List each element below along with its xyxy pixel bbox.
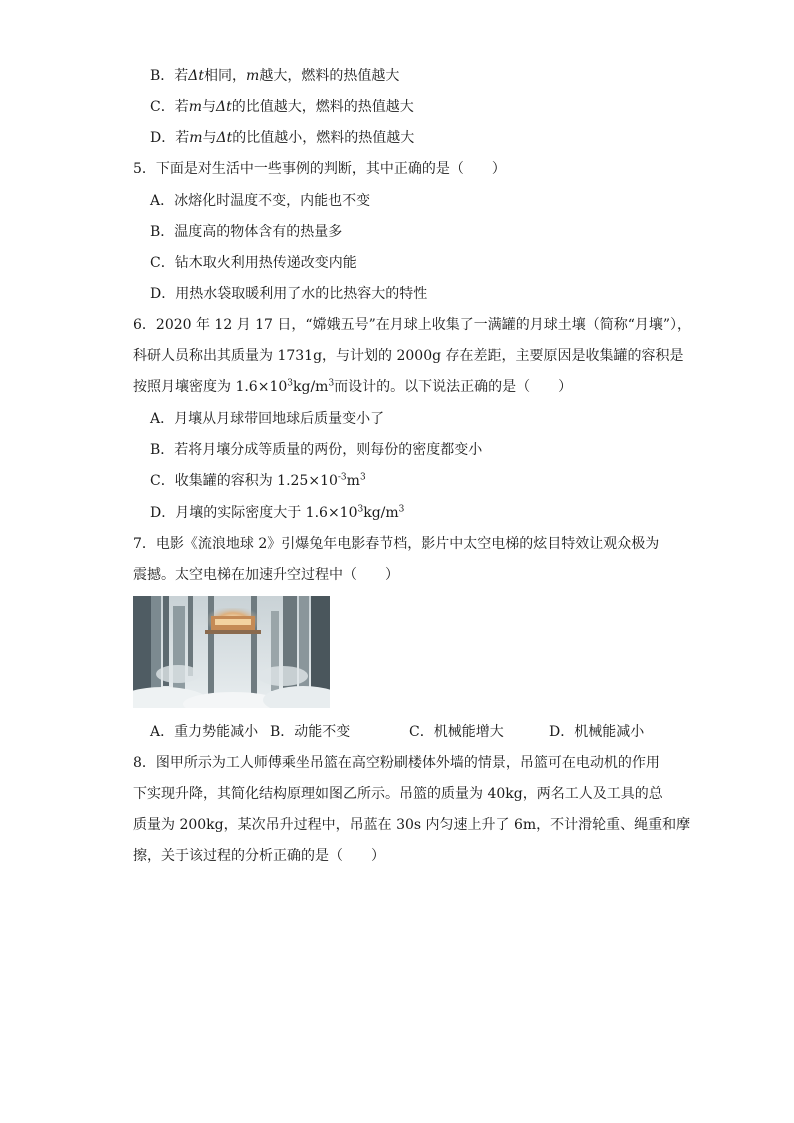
q6-stem-line3: [133, 377, 572, 397]
q6-stem-end: 而设计的。以下说法正确的是（ ）: [334, 379, 573, 395]
q4-c-mid: 与: [202, 99, 216, 115]
q5-option-d: D．用热水袋取暖利用了水的比热容大的特性: [150, 286, 428, 302]
q6-density-value: 按照月壤密度为 1.6×10: [133, 379, 288, 395]
q4-d-label: D．若: [150, 130, 190, 146]
m-variable: m: [189, 130, 203, 146]
q5-stem: 5．下面是对生活中一些事例的判断，其中正确的是（ ）: [133, 161, 506, 177]
q8-stem-line3: 质量为 200kg，某次吊升过程中，吊蓝在 30s 内匀速上升了 6m，不计滑轮重、绳重和摩: [133, 817, 691, 833]
q6-c-unit: m: [346, 473, 360, 489]
q4-d-rest: 的比值越小，燃料的热值越大: [232, 130, 415, 146]
q8-stem-line4: 擦，关于该过程的分析正确的是（ ）: [133, 848, 385, 864]
q6-d-unit-exp: 3: [398, 504, 405, 515]
q4-option-d: [150, 128, 414, 148]
q6-c-value: C．收集罐的容积为 1.25×10: [150, 473, 338, 489]
q6-stem-line2: 科研人员称出其质量为 1731g，与计划的 2000g 存在差距，主要原因是收集罐的容积是: [133, 348, 684, 364]
m-variable: m: [188, 99, 202, 115]
q6-option-c: [150, 471, 366, 491]
q5-option-a: A．冰熔化时温度不变，内能也不变: [150, 193, 371, 209]
q4-option-b: [150, 66, 399, 86]
q6-d-value: D．月壤的实际密度大于 1.6×10: [150, 505, 358, 521]
q6-density-unit: kg/m: [293, 379, 329, 395]
q7-option-d: D．机械能减小: [549, 724, 645, 740]
q4-c-label: C．若: [150, 99, 189, 115]
q4-b-mid: 相同，: [204, 68, 247, 84]
delta-t-symbol: Δt: [188, 68, 205, 84]
q4-b-rest: 越大，燃料的热值越大: [259, 68, 400, 84]
q6-density-exp: 3: [287, 378, 293, 389]
q7-option-c: C．机械能增大: [409, 724, 504, 740]
q6-option-b: B．若将月壤分成等质量的两份，则每份的密度都变小: [150, 442, 483, 458]
q6-c-unit-exp: 3: [359, 472, 366, 483]
q6-option-a: A．月壤从月球带回地球后质量变小了: [150, 411, 385, 427]
q4-c-rest: 的比值越大，燃料的热值越大: [231, 99, 414, 115]
q7-option-b: B．动能不变: [270, 724, 351, 740]
q5-option-c: C．钻木取火利用热传递改变内能: [150, 255, 357, 271]
q4-d-mid: 与: [202, 130, 217, 146]
delta-t-symbol: Δt: [216, 99, 232, 115]
q6-c-exp: -3: [337, 472, 347, 483]
q6-stem-line1: 6．2020 年 12 月 17 日，“嫦娥五号”在月球上收集了一满罐的月球土壤（简称“月壤”），: [133, 317, 692, 333]
q6-d-exp: 3: [357, 504, 364, 515]
q7-stem-line2: 震撼。太空电梯在加速升空过程中（ ）: [133, 567, 399, 583]
q6-d-unit: kg/m: [363, 505, 399, 521]
q4-b-label: B．若: [150, 68, 189, 84]
q8-stem-line1: 8．图甲所示为工人师傅乘坐吊篮在高空粉刷楼体外墙的情景，吊篮可在电动机的作用: [133, 755, 660, 771]
q5-option-b: B．温度高的物体含有的热量多: [150, 224, 343, 240]
q6-option-d: [150, 503, 404, 523]
q4-option-c: [150, 97, 414, 117]
q8-stem-line2: 下实现升降，其简化结构原理如图乙所示。吊篮的质量为 40kg，两名工人及工具的总: [133, 786, 663, 802]
m-variable: m: [246, 68, 260, 84]
delta-t-symbol: Δt: [216, 130, 233, 146]
q6-density-unit-exp: 3: [328, 378, 335, 389]
q7-stem-line1: 7．电影《流浪地球 2》引爆兔年电影春节档，影片中太空电梯的炫目特效让观众极为: [133, 536, 660, 552]
space-elevator-image: [133, 596, 330, 708]
q7-option-a: A．重力势能减小: [150, 724, 259, 740]
